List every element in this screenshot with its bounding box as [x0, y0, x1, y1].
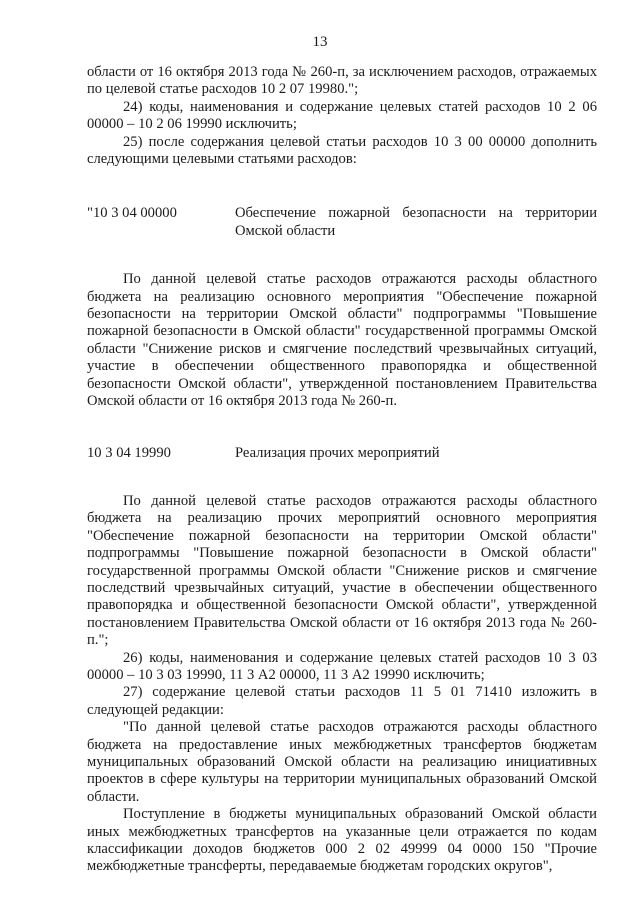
paragraph-item-25: 25) после содержания целевой статьи расходов 10 3 00 00000 дополнить следующими целевыми статьями расходов: [87, 133, 597, 168]
page-number: 13 [312, 34, 328, 50]
paragraph-item-26: 26) коды, наименования и содержание целевых статей расходов 10 3 03 00000 – 10 3 03 19990, 11 3 А2 00000, 11 3 А2 19990 исключить; [87, 649, 597, 683]
quoted-paragraph: "По данной целевой статье расходов отражаются расходы областного бюджета на предоставление иных межбюджетных трансфертов бюджетам муниципальных образований Омской области на реализацию инициативных проектов в сфере культуры на территории муниципальных образований Омской области. [87, 719, 597, 805]
document-body [87, 64, 597, 876]
target-article-entry [87, 445, 597, 462]
article-code: "10 3 04 00000 [87, 205, 177, 222]
paragraph-continuation: области от 16 октября 2013 года № 260-п, за исключением расходов, отражаемых по целевой статье расходов 10 2 07 19980."; [87, 64, 597, 98]
target-article-entry [87, 205, 597, 240]
paragraph-revenue: Поступление в бюджеты муниципальных образований Омской области иных межбюджетных трансфертов на указанные цели отражается по кодам классификации доходов бюджетов 000 2 02 49999 04 0000 150 "Прочие межбюджетные трансферты, передаваемые бюджетам городских округов", [87, 806, 597, 875]
article-title: Обеспечение пожарной безопасности на территории Омской области [235, 205, 597, 239]
article-code: 10 3 04 19990 [87, 444, 171, 461]
article-description: По данной целевой статье расходов отражаются расходы областного бюджета на реализацию основного мероприятия "Обеспечение пожарной безопасности на территории Омской области" подпрограммы "Повышение пожарной безопасности в Омской области" государственной программы Омской области "Снижение рисков и смягчение последствий чрезвычайных ситуаций, участие в обеспечении общественного правопорядка и общественной безопасности Омской области", утвержденной постановлением Правительства Омской области от 16 октября 2013 года № 260-п. [87, 271, 597, 410]
article-description: По данной целевой статье расходов отражаются расходы областного бюджета на реализацию прочих мероприятий основного мероприятия "Обеспечение пожарной безопасности на территории Омской области" подпрограммы "Повышение пожарной безопасности в Омской области" государственной программы Омской области "Снижение рисков и смягчение последствий чрезвычайных ситуаций, участие в обеспечении общественного правопорядка и общественной безопасности Омской области", утвержденной постановлением Правительства Омской области от 16 октября 2013 года № 260-п."; [87, 492, 597, 649]
paragraph-item-27: 27) содержание целевой статьи расходов 11 5 01 71410 изложить в следующей редакции: [87, 684, 597, 718]
article-title: Реализация прочих мероприятий [235, 444, 440, 461]
paragraph-item-24: 24) коды, наименования и содержание целевых статей расходов 10 2 06 00000 – 10 2 06 19990 исключить; [87, 98, 597, 133]
